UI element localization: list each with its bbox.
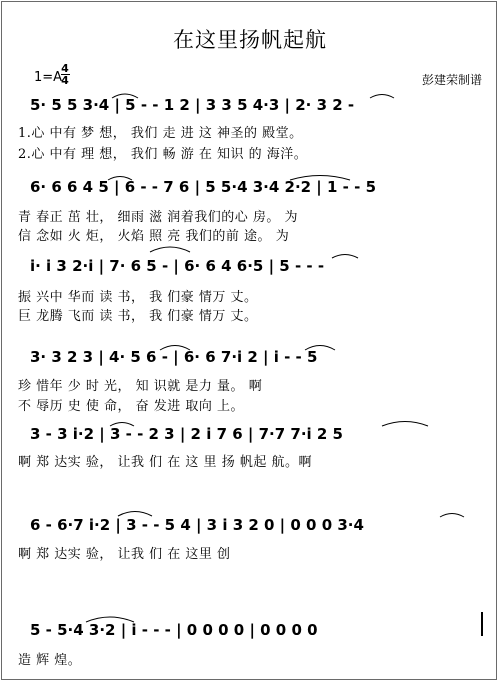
slur-mark: [440, 514, 464, 518]
lyric-line-2-verse-1: 青 春正 茁 壮， 细雨 滋 润着我们的心 房。 为: [18, 210, 299, 225]
lyric-line-3-verse-1: 振 兴中 华而 读 书， 我 们豪 情万 丈。: [18, 290, 258, 305]
staff-line-7: 5 - 5·4 3·2 | i - - - | 0 0 0 0 | 0 0 0 0: [30, 621, 318, 639]
slur-mark: [150, 247, 190, 252]
lyric-line-5: 啊 郑 达实 验， 让我 们 在 这 里 扬 帆起 航。啊: [18, 455, 312, 470]
lyric-line-1-verse-1: 1.心 中有 梦 想， 我们 走 进 这 神圣的 殿堂。: [18, 126, 303, 141]
lyric-line-7: 造 辉 煌。: [18, 653, 82, 668]
staff-line-1: 5· 5 5 3·4 | 5 - - 1 2 | 3 3 5 4·3 | 2· 3 2 -: [30, 96, 355, 114]
staff-line-4: 3· 3 2 3 | 4· 5 6 - | 6· 6 7·i 2 | i - - 5: [30, 348, 318, 366]
slur-mark: [112, 94, 138, 98]
staff-line-2: 6· 6 6 4 5 | 6 - - 7 6 | 5 5·4 3·4 2·2 | 1 - - 5: [30, 178, 377, 196]
lyric-line-6: 啊 郑 达实 验， 让我 们 在 这里 创: [18, 547, 231, 562]
slur-mark: [118, 512, 152, 517]
composer-credit: 彭建荣制谱: [421, 73, 482, 87]
lyric-line-3-verse-2: 巨 龙腾 飞而 读 书， 我 们豪 情万 丈。: [18, 309, 258, 324]
time-signature-top: 4: [61, 62, 69, 75]
staff-line-3: i· i 3 2·i | 7· 6 5 - | 6· 6 4 6·5 | 5 - - -: [30, 257, 325, 275]
slur-mark: [108, 177, 132, 181]
slur-mark: [332, 255, 358, 259]
key-signature: 1=A: [34, 70, 63, 85]
staff-line-5: 3 - 3 i·2 | 3 - - 2 3 | 2 i 7 6 | 7·7 7·i 2 5: [30, 425, 343, 443]
slur-mark: [86, 617, 134, 622]
lyric-line-4-verse-1: 珍 惜年 少 时 光， 知 识就 是力 量。 啊: [18, 379, 263, 394]
slur-mark: [290, 176, 350, 181]
slur-mark: [110, 423, 134, 427]
slur-mark: [370, 95, 394, 99]
slur-mark: [160, 346, 190, 351]
song-title: 在这里扬帆起航: [173, 28, 327, 52]
staff-line-6: 6 - 6·7 i·2 | 3 - - 5 4 | 3 i 3 2 0 | 0 0 0 3·4: [30, 516, 364, 534]
lyric-line-4-verse-2: 不 辱历 史 使 命， 奋 发进 取向 上。: [18, 399, 245, 414]
slur-mark: [305, 346, 335, 351]
time-signature-bottom: 4: [61, 74, 69, 87]
lyric-line-2-verse-2: 信 念如 火 炬， 火焰 照 亮 我们的前 途。 为: [18, 229, 290, 244]
lyric-line-1-verse-2: 2.心 中有 理 想， 我们 畅 游 在 知识 的 海洋。: [18, 147, 308, 162]
slur-mark: [382, 422, 428, 427]
